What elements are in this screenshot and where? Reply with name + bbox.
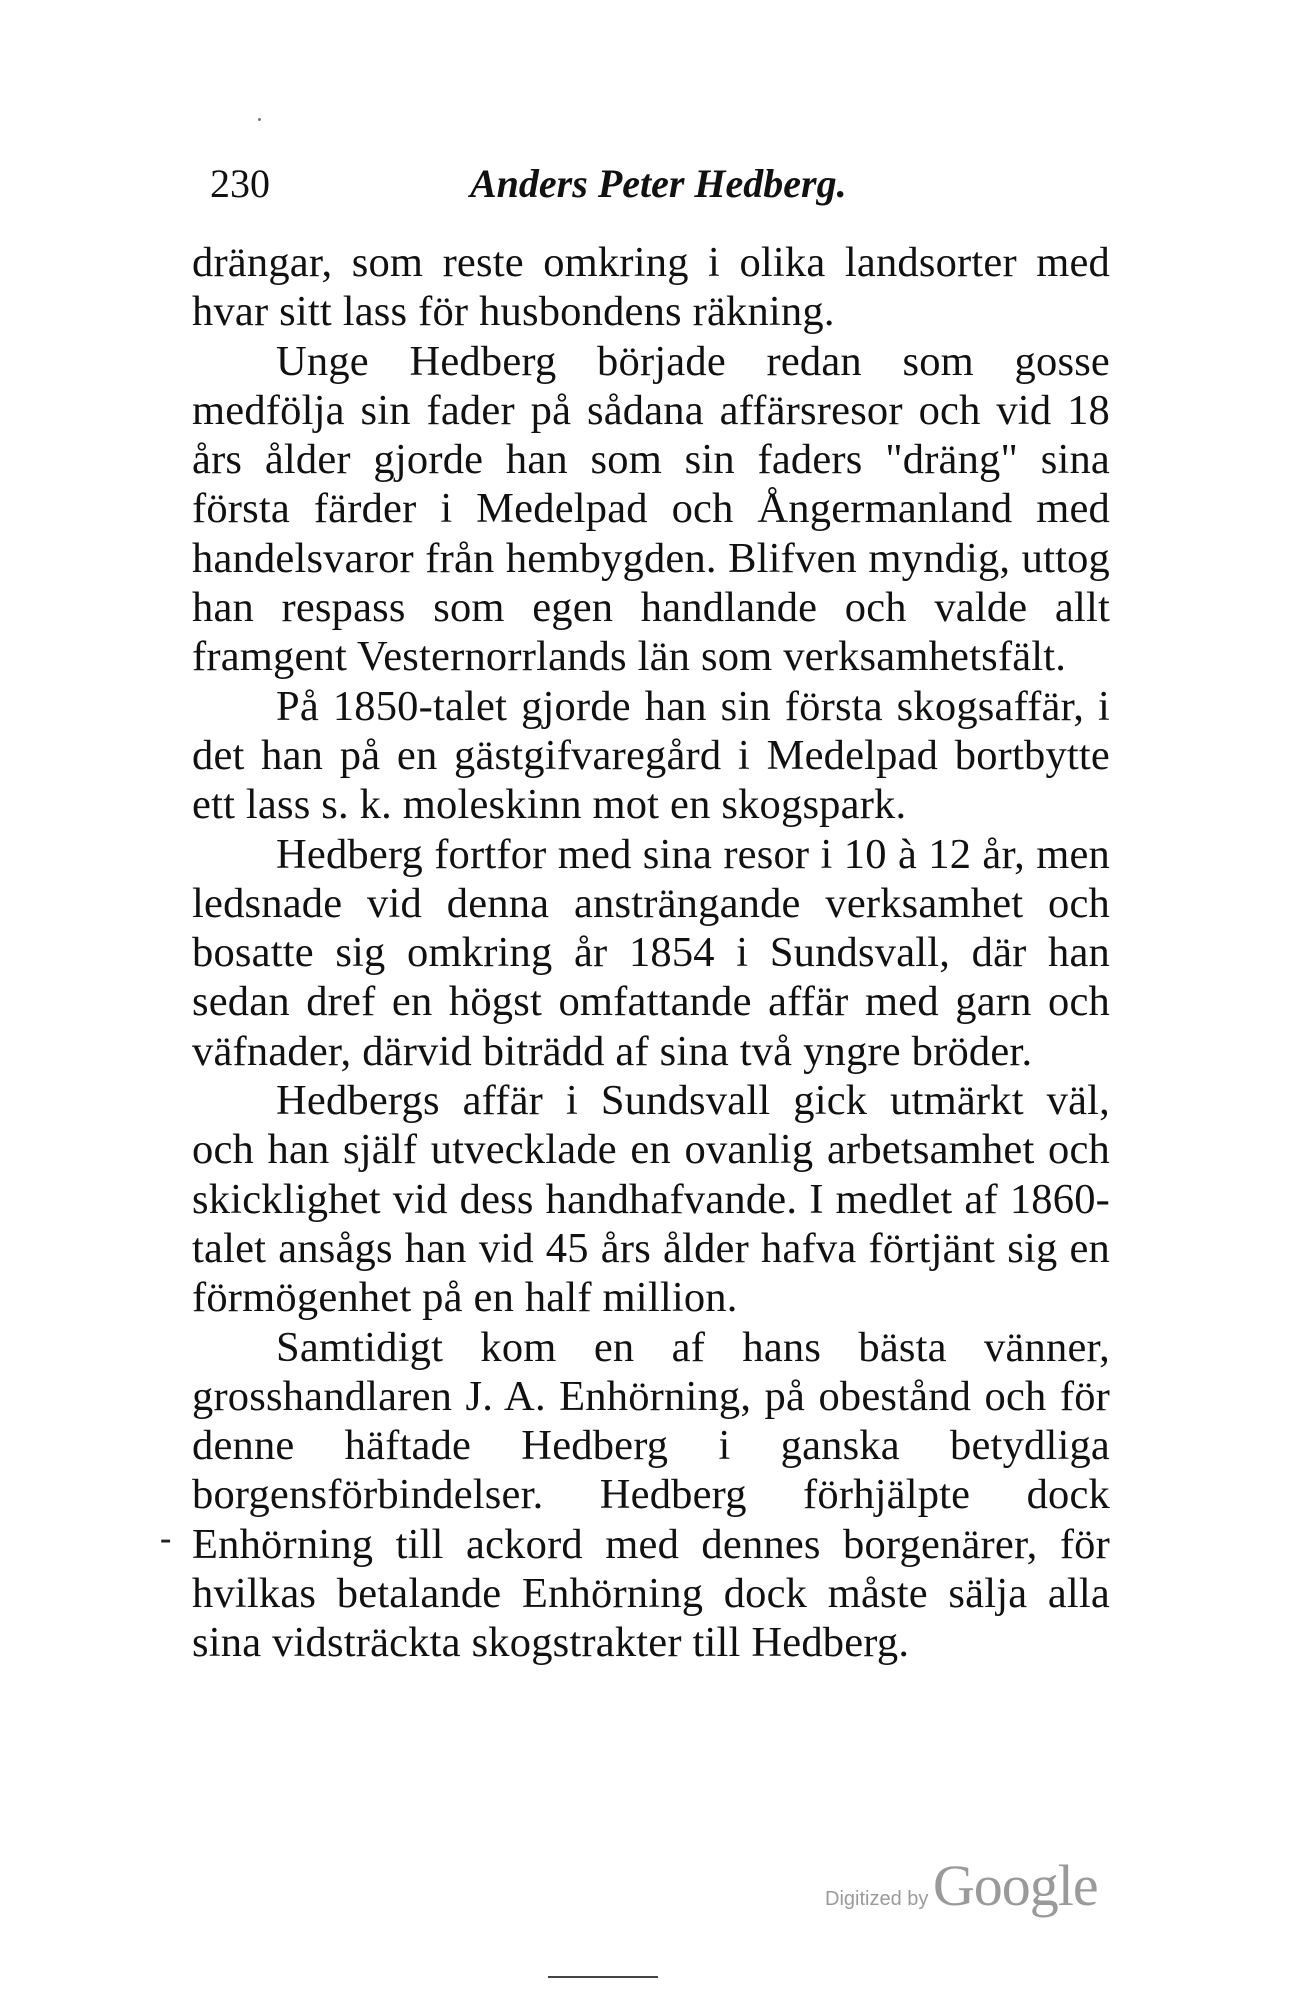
- digitized-watermark: [825, 1852, 1098, 1919]
- bottom-rule: [548, 1976, 658, 1978]
- paragraph: Hedbergs affär i Sundsvall gick utmärkt väl, och han själf utvecklade en ovanlig arbetsamhet och skicklighet vid dess handhafvande. I medlet af 1860-talet ansågs han vid 45 års ålder hafva förtjänt sig en förmögenhet på en half million.: [192, 1077, 1110, 1322]
- paragraph: På 1850-talet gjorde han sin första skogsaffär, i det han på en gästgifvaregård i Medelpad bortbytte ett lass s. k. moleskinn mot en skogspark.: [192, 682, 1110, 829]
- paragraph-continuation: drängar, som reste omkring i olika landsorter med hvar sitt lass för husbondens räkning.: [192, 239, 1110, 336]
- body-text: [192, 238, 1110, 1668]
- margin-mark: -: [160, 1520, 172, 1557]
- google-logo: Google: [932, 1853, 1098, 1918]
- stray-dot: [258, 118, 261, 121]
- paragraph: Samtidigt kom en af hans bästa vänner, grosshandlaren J. A. Enhörning, på obestånd och för denne häftade Hedberg i ganska betydliga borgensförbindelser. Hedberg förhjälpte dock Enhörning till ackord med dennes borgenärer, för hvilkas betalande Enhörning dock måste sälja alla sina vidsträckta skogstrakter till Hedberg.: [192, 1323, 1110, 1667]
- running-head: [210, 160, 1110, 220]
- paragraph: Hedberg fortfor med sina resor i 10 à 12 år, men ledsnade vid denna ansträngande verksamhet och bosatte sig omkring år 1854 i Sundsvall, där han sedan dref en högst omfattande affär med garn och väfnader, därvid biträdd af sina två yngre bröder.: [192, 830, 1110, 1075]
- watermark-prefix: Digitized by: [825, 1888, 929, 1910]
- page-number: 230: [210, 161, 270, 206]
- paragraph: Unge Hedberg började redan som gosse medfölja sin fader på sådana affärsresor och vid 18 års ålder gjorde han som sin faders "dräng" sina första färder i Medelpad och Ångermanland med handelsvaror från hembygden. Blifven myndig, uttog han respass som egen handlande och valde allt framgent Vesternorrlands län som verksamhetsfält.: [192, 337, 1110, 681]
- running-title: Anders Peter Hedberg.: [470, 161, 847, 206]
